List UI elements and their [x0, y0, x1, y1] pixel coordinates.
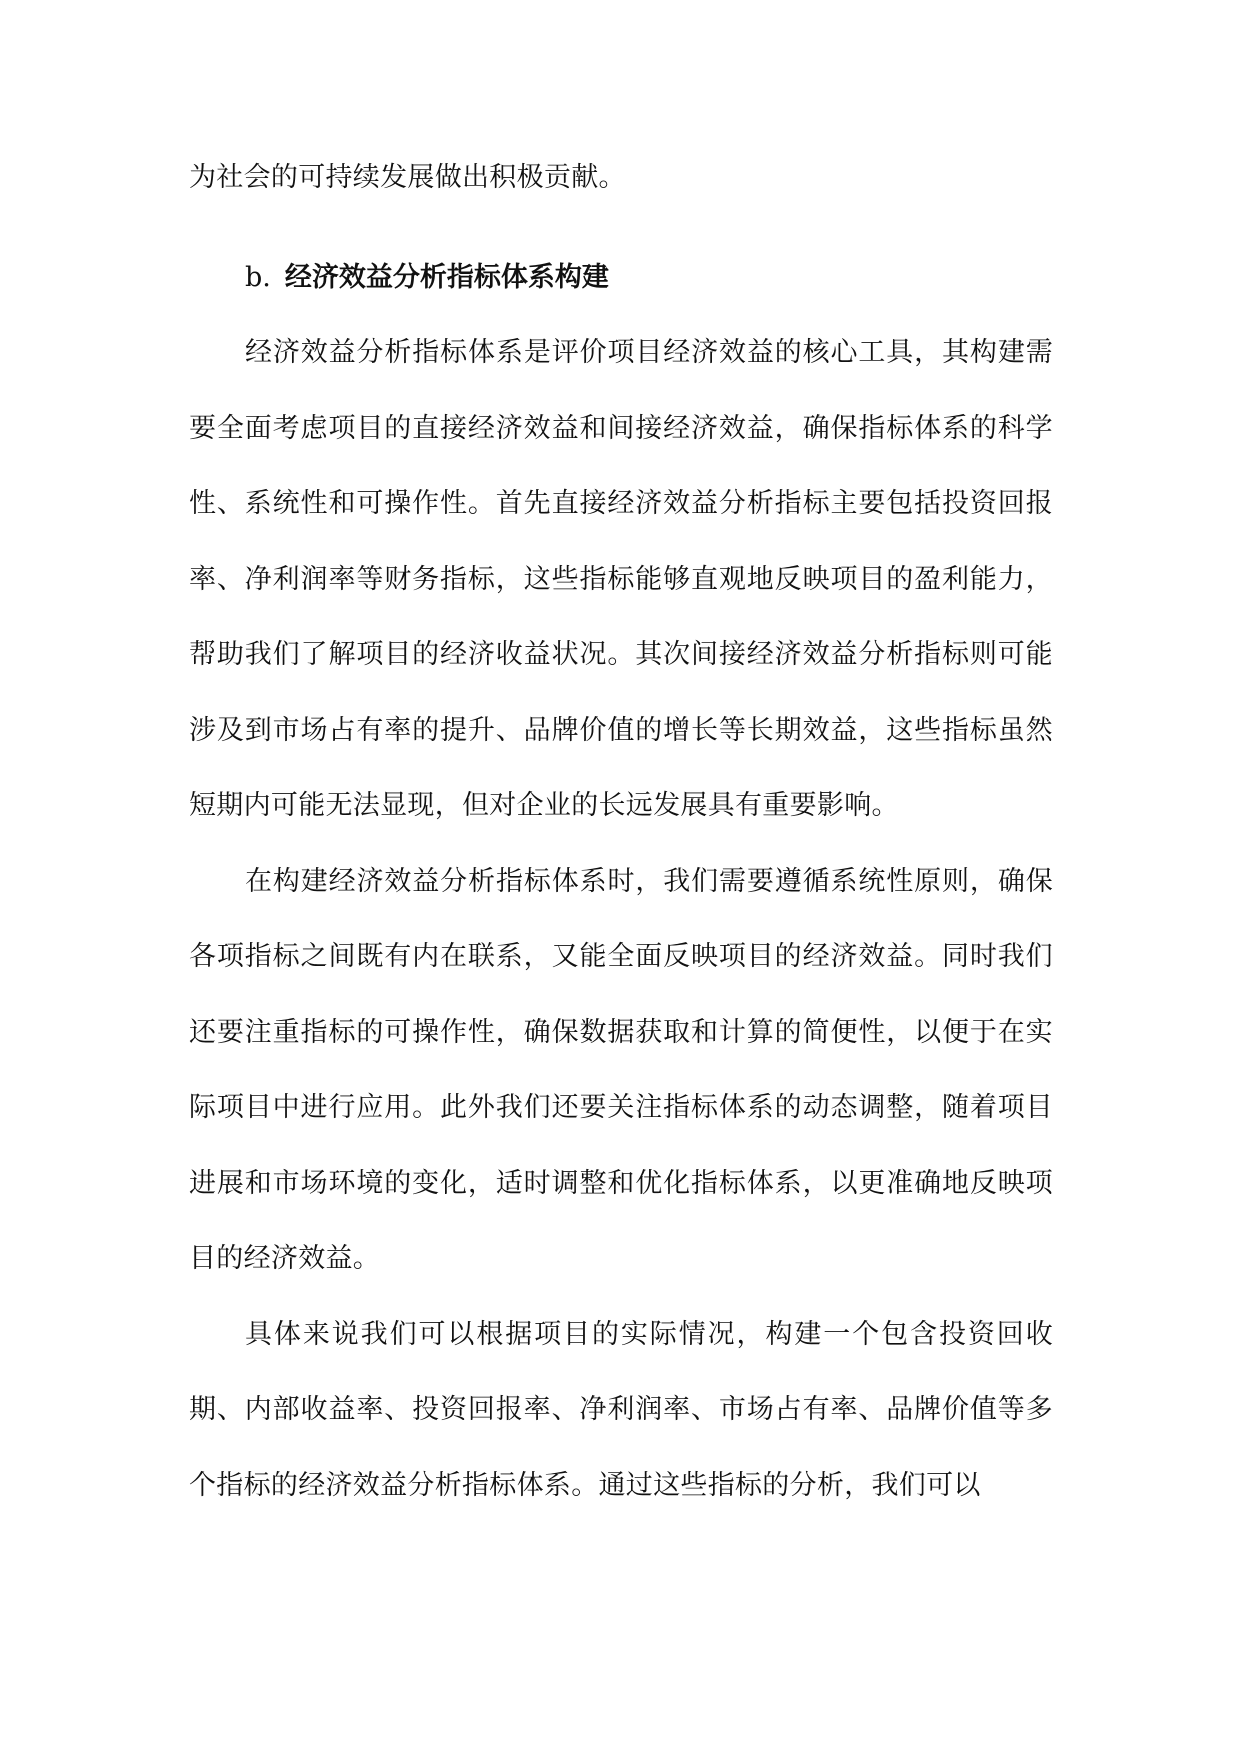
paragraph-2: 在构建经济效益分析指标体系时，我们需要遵循系统性原则，确保各项指标之间既有内在联系，又能全面反映项目的经济效益。同时我们还要注重指标的可操作性，确保数据获取和计算的简便性，以便于在实际项目中进行应用。此外我们还要关注指标体系的动态调整，随着项目进展和市场环境的变化，适时调整和优化指标体系，以更准确地反映项目的经济效益。: [189, 865, 1053, 1274]
section-number: b.: [245, 261, 271, 293]
intro-line: 为社会的可持续发展做出积极贡献。: [189, 162, 626, 193]
section-heading: [245, 240, 1053, 316]
page-content: [189, 140, 1053, 1523]
spacer: [189, 216, 1053, 240]
paragraph-1: 经济效益分析指标体系是评价项目经济效益的核心工具，其构建需要全面考虑项目的直接经济效益和间接经济效益，确保指标体系的科学性、系统性和可操作性。首先直接经济效益分析指标主要包括投资回报率、净利润率等财务指标，这些指标能够直观地反映项目的盈利能力，帮助我们了解项目的经济收益状况。其次间接经济效益分析指标则可能涉及到市场占有率的提升、品牌价值的增长等长期效益，这些指标虽然短期内可能无法显现，但对企业的长远发展具有重要影响。: [189, 337, 1053, 821]
paragraph-3: 具体来说我们可以根据项目的实际情况，构建一个包含投资回收期、内部收益率、投资回报率、净利润率、市场占有率、品牌价值等多个指标的经济效益分析指标体系。通过这些指标的分析，我们可以: [189, 1318, 1053, 1501]
section-title: 经济效益分析指标体系构建: [284, 261, 609, 293]
